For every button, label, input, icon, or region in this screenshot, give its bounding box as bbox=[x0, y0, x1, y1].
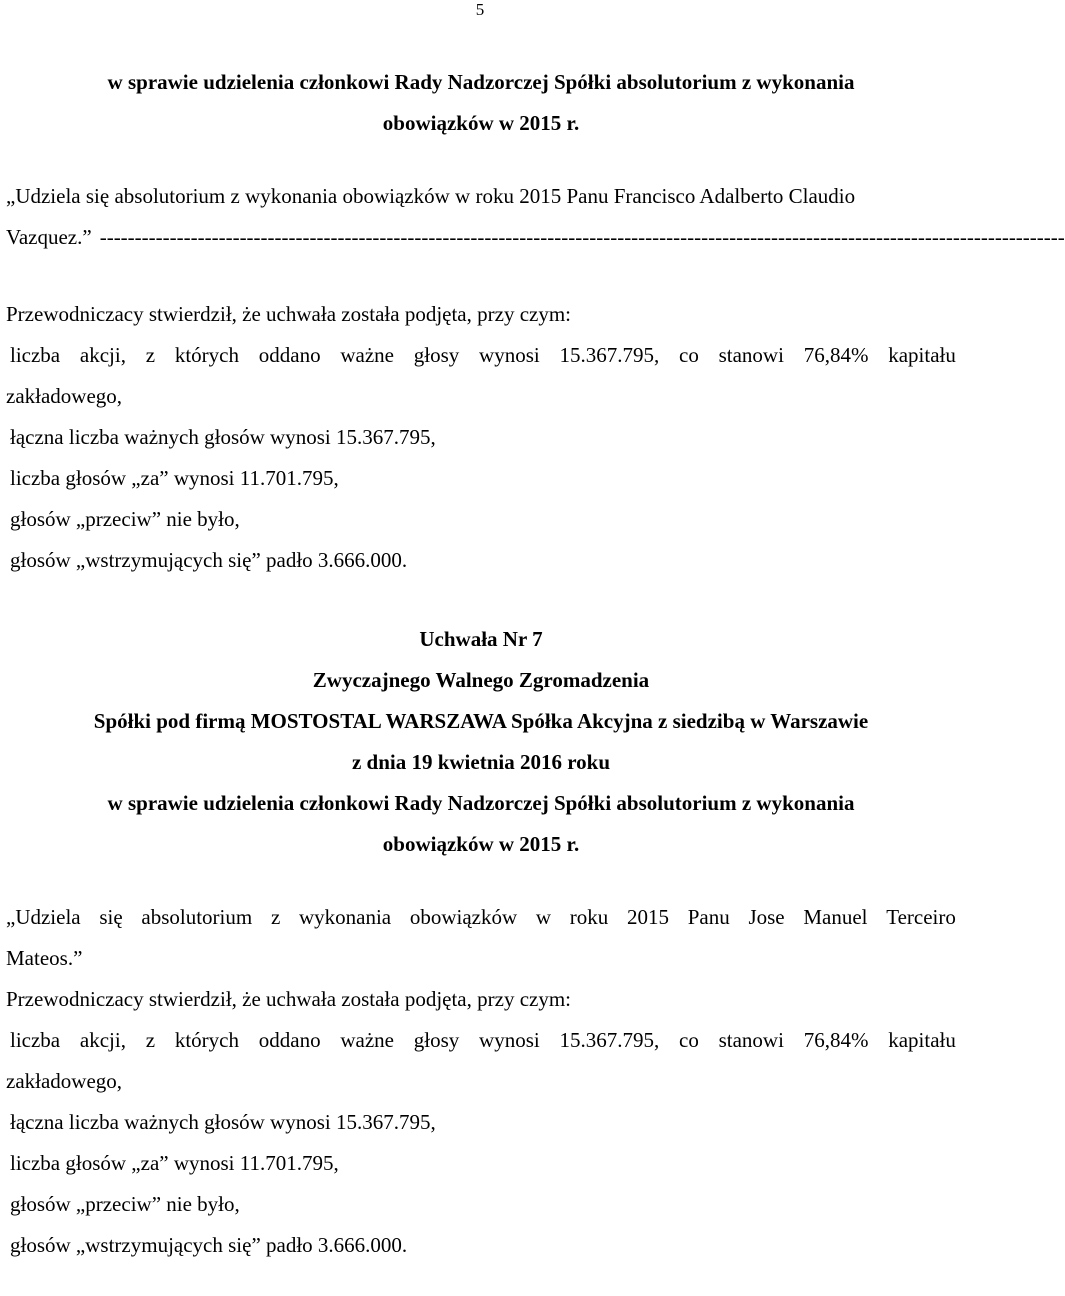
assembly-name: Zwyczajnego Walnego Zgromadzenia bbox=[312, 668, 650, 692]
word: co bbox=[679, 1028, 699, 1052]
word: wynosi bbox=[479, 1028, 540, 1052]
chairman-statement: Przewodniczacy stwierdził, że uchwała została podjęta, przy czym: bbox=[6, 987, 572, 1011]
company-name: Spółki pod firmą MOSTOSTAL WARSZAWA Spółka Akcyjna z siedzibą w Warszawie bbox=[93, 709, 869, 733]
dashed-filler: ------------------------------------------------------------------------------------------------------------------------------------------ bbox=[99, 225, 1065, 249]
votes-abstain: głosów „wstrzymujących się” padło 3.666.000. bbox=[10, 1233, 408, 1257]
subject-heading-line-1: w sprawie udzielenia członkowi Rady Nadzorczej Spółki absolutorium z wykonania bbox=[107, 70, 855, 94]
word: liczba bbox=[10, 1028, 61, 1052]
spacer bbox=[6, 581, 956, 619]
votes-against: głosów „przeciw” nie było, bbox=[10, 507, 240, 531]
word: 15.367.795, bbox=[559, 1028, 660, 1052]
word: stanowi bbox=[718, 343, 784, 367]
word: których bbox=[174, 343, 239, 367]
word: 76,84% bbox=[803, 1028, 869, 1052]
word: się bbox=[99, 905, 123, 929]
shares-line bbox=[6, 1020, 956, 1061]
word: „Udziela bbox=[6, 905, 81, 929]
votes-for: liczba głosów „za” wynosi 11.701.795, bbox=[10, 1151, 339, 1175]
subject-heading-line-1: w sprawie udzielenia członkowi Rady Nadzorczej Spółki absolutorium z wykonania bbox=[107, 791, 855, 815]
word: ważne bbox=[340, 1028, 394, 1052]
word: kapitału bbox=[888, 343, 956, 367]
word: z bbox=[270, 905, 281, 929]
shares-line bbox=[6, 335, 956, 376]
total-valid-votes: łączna liczba ważnych głosów wynosi 15.367.795, bbox=[10, 1110, 436, 1134]
word: Manuel bbox=[803, 905, 868, 929]
resolution-text-line-2: Mateos.” bbox=[6, 946, 83, 970]
word: wykonania bbox=[298, 905, 392, 929]
word: kapitału bbox=[888, 1028, 956, 1052]
spacer bbox=[6, 144, 956, 176]
word: 76,84% bbox=[803, 343, 869, 367]
word: z bbox=[145, 1028, 156, 1052]
word: Panu bbox=[687, 905, 730, 929]
shares-line-continued: zakładowego, bbox=[6, 1069, 123, 1093]
word: roku bbox=[569, 905, 609, 929]
word: 15.367.795, bbox=[559, 343, 660, 367]
word: stanowi bbox=[718, 1028, 784, 1052]
word: oddano bbox=[258, 1028, 321, 1052]
word: akcji, bbox=[79, 1028, 126, 1052]
resolution-title: Uchwała Nr 7 bbox=[419, 627, 543, 651]
votes-for: liczba głosów „za” wynosi 11.701.795, bbox=[10, 466, 339, 490]
subject-heading-line-2: obowiązków w 2015 r. bbox=[382, 832, 580, 856]
votes-abstain: głosów „wstrzymujących się” padło 3.666.000. bbox=[10, 548, 408, 572]
word: Terceiro bbox=[886, 905, 956, 929]
word: Jose bbox=[748, 905, 785, 929]
resolution-date: z dnia 19 kwietnia 2016 roku bbox=[351, 750, 611, 774]
word: oddano bbox=[258, 343, 321, 367]
word: obowiązków bbox=[409, 905, 518, 929]
resolution-text-end: Vazquez.” bbox=[6, 225, 92, 249]
word: w bbox=[535, 905, 552, 929]
word: wynosi bbox=[479, 343, 540, 367]
word: których bbox=[174, 1028, 239, 1052]
word: głosy bbox=[413, 343, 460, 367]
word: 2015 bbox=[627, 905, 669, 929]
word: absolutorium bbox=[141, 905, 253, 929]
word: głosy bbox=[413, 1028, 460, 1052]
votes-against: głosów „przeciw” nie było, bbox=[10, 1192, 240, 1216]
spacer bbox=[6, 258, 956, 294]
shares-line-continued: zakładowego, bbox=[6, 384, 123, 408]
resolution-text-line-2 bbox=[6, 217, 1065, 258]
word: akcji, bbox=[79, 343, 126, 367]
total-valid-votes: łączna liczba ważnych głosów wynosi 15.367.795, bbox=[10, 425, 436, 449]
spacer bbox=[6, 865, 956, 897]
resolution-text-line-1 bbox=[6, 897, 956, 938]
chairman-statement: Przewodniczacy stwierdził, że uchwała została podjęta, przy czym: bbox=[6, 302, 572, 326]
word: liczba bbox=[10, 343, 61, 367]
page-number: 5 bbox=[475, 0, 485, 19]
page-content bbox=[6, 62, 1065, 1266]
subject-heading-line-2: obowiązków w 2015 r. bbox=[382, 111, 580, 135]
word: co bbox=[679, 343, 699, 367]
word: ważne bbox=[340, 343, 394, 367]
word: z bbox=[145, 343, 156, 367]
resolution-text-line-1: „Udziela się absolutorium z wykonania obowiązków w roku 2015 Panu Francisco Adalberto Claudio bbox=[6, 184, 856, 208]
